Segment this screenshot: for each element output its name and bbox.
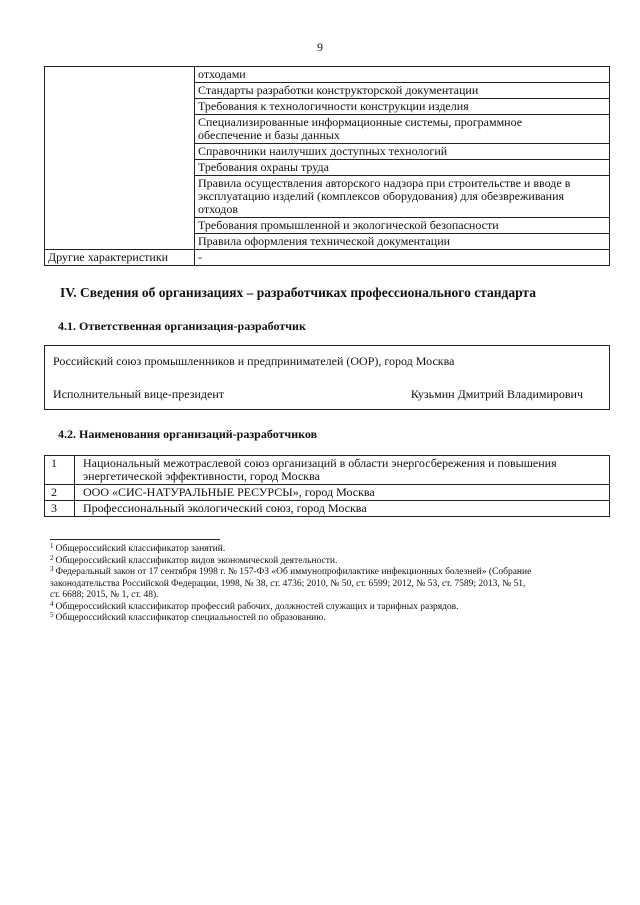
requirement-cell: [195, 99, 610, 115]
footnote-mark: 2: [50, 553, 54, 562]
subsection-4-2-title: 4.2. Наименования организаций-разработчиков: [58, 427, 318, 441]
footnote-line: [50, 567, 615, 579]
text-line: Правила оформления технической документации: [198, 234, 451, 248]
row-number: 1: [45, 456, 75, 485]
footnote-line: [50, 553, 615, 568]
footnotes: [50, 544, 615, 625]
text-line: Требования к технологичности конструкции изделия: [198, 99, 469, 113]
subsection-4-1-title: 4.1. Ответственная организация-разработчик: [58, 319, 306, 333]
table-row: [45, 501, 610, 517]
signer-position: Исполнительный вице-президент: [53, 387, 225, 401]
organization-cell: [75, 485, 610, 501]
footnote-mark: 3: [50, 565, 54, 573]
responsible-organization-box: [44, 345, 610, 410]
footnote-line: [50, 599, 615, 614]
organization-name: Российский союз промышленников и предпринимателей (ООР), город Москва: [53, 354, 455, 368]
text-line: Требования охраны труда: [198, 160, 329, 174]
text-line: энергетической эффективности, город Москва: [83, 469, 320, 483]
section-heading: IV. Сведения об организациях – разработчиках профессионального стандарта: [60, 285, 536, 300]
text-line: эксплуатацию изделий (комплексов оборудования) для обезвреживания: [198, 189, 565, 203]
requirement-cell: [195, 176, 610, 218]
footnote-mark: 1: [50, 542, 54, 550]
text-line: Национальный межотраслевой союз организаций в области энергосбережения и повышения: [83, 456, 557, 470]
footnote-text: Общероссийский классификатор видов экономической деятельности.: [55, 555, 338, 566]
table-row: [45, 67, 610, 83]
requirement-cell: [195, 218, 610, 234]
table-row: [45, 485, 610, 501]
footnote-text: Общероссийский классификатор занятий.: [55, 544, 226, 554]
signer-name: Кузьмин Дмитрий Владимирович: [410, 387, 583, 401]
footnote-line: [50, 590, 615, 602]
text-line: Правила осуществления авторского надзора при строительстве и вводе в: [198, 176, 571, 190]
requirement-cell: [195, 115, 610, 144]
developer-organizations-table: [44, 455, 610, 517]
footnote-line: [50, 544, 615, 556]
other-characteristics-label: Другие характеристики: [45, 250, 195, 266]
text-line: ООО «СИС-НАТУРАЛЬНЫЕ РЕСУРСЫ», город Москва: [83, 485, 375, 499]
table-row: [45, 456, 610, 485]
row-number: 2: [45, 485, 75, 501]
table-row: [45, 250, 610, 266]
requirement-cell: [195, 160, 610, 176]
text-line: Специализированные информационные системы, программное: [198, 115, 523, 129]
other-characteristics-value: -: [195, 250, 610, 266]
footnote-text: Общероссийский классификатор специальностей по образованию.: [55, 613, 326, 623]
footnote-line: [50, 613, 615, 625]
requirements-table: [44, 66, 610, 266]
requirement-cell: [195, 83, 610, 99]
text-line: Справочники наилучших доступных технологий: [198, 144, 448, 158]
requirement-cell: [195, 234, 610, 250]
requirement-cell: [195, 144, 610, 160]
text-line: Профессиональный экологический союз, город Москва: [83, 501, 367, 515]
footnote-text: Общероссийский классификатор профессий рабочих, должностей служащих и тарифных разрядов.: [55, 601, 459, 612]
text-line: обеспечение и базы данных: [198, 128, 340, 142]
organization-cell: [75, 501, 610, 517]
requirement-cell: [195, 67, 610, 83]
footnote-text: Федеральный закон от 17 сентября 1998 г. № 157-ФЗ «Об иммунопрофилактике инфекционных болезней» (Собрание: [55, 567, 532, 577]
footnote-text: законодательства Российской Федерации, 1998, № 38, ст. 4736; 2010, № 50, ст. 6599; 2012, № 53, ст. 7589; 2013, № 51,: [50, 578, 526, 589]
page-number: 9: [317, 40, 323, 54]
row-number: 3: [45, 501, 75, 517]
footnote-divider: [50, 539, 220, 540]
organization-cell: [75, 456, 610, 485]
text-line: Требования промышленной и экологической безопасности: [198, 218, 499, 232]
footnote-text: ст. 6688; 2015, № 1, ст. 48).: [50, 590, 159, 600]
footnote-mark: 4: [50, 599, 54, 608]
text-line: отходов: [198, 202, 239, 216]
text-line: отходами: [198, 67, 246, 81]
footnote-mark: 5: [50, 611, 54, 619]
row-label-cell: [45, 67, 195, 250]
footnote-line: [50, 579, 615, 591]
text-line: Стандарты разработки конструкторской документации: [198, 83, 479, 97]
